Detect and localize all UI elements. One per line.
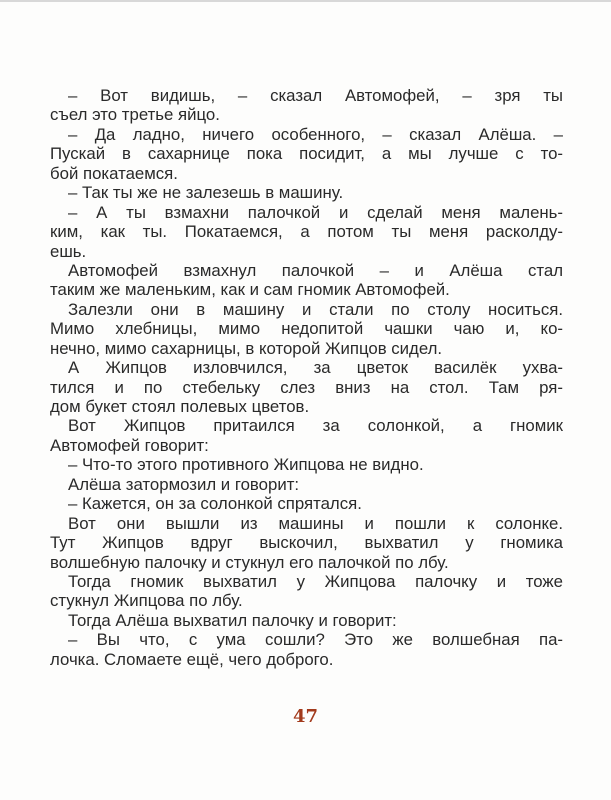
text-line: – А ты взмахни палочкой и сделай меня малень-: [68, 202, 563, 222]
text-line: съел это третье яйцо.: [50, 105, 220, 125]
text-line: Мимо хлебницы, мимо недопитой чашки чаю и, ко-: [50, 319, 563, 339]
text-line: Вот Жипцов притаился за солонкой, а гномик: [68, 416, 563, 436]
text-line: – Кажется, он за солонкой спрятался.: [68, 494, 362, 514]
text-line: – Да ладно, ничего особенного, – сказал Алёша. –: [68, 124, 563, 144]
text-line: Залезли они в машину и стали по столу носиться.: [68, 299, 563, 319]
text-line: дом букет стоял полевых цветов.: [50, 397, 310, 416]
page-top-edge: [0, 0, 611, 2]
text-line: Тут Жипцов вдруг выскочил, выхватил у гномика: [50, 533, 563, 553]
text-line: ким, как ты. Покатаемся, а потом ты меня расколду-: [50, 222, 563, 242]
text-line: таким же маленьким, как и сам гномик Автомофей.: [50, 280, 450, 300]
text-line: – Так ты же не залезешь в машину.: [68, 183, 344, 203]
text-line: Тогда гномик выхватил у Жипцова палочку и тоже: [68, 571, 563, 591]
text-line: стукнул Жипцова по лбу.: [50, 591, 243, 611]
text-line: Пускай в сахарнице пока посидит, а мы лучше с то-: [50, 144, 563, 164]
text-line: ешь.: [50, 241, 87, 261]
text-line: Автомофей взмахнул палочкой – и Алёша стал: [68, 260, 563, 280]
text-line: Алёша затормозил и говорит:: [68, 474, 300, 494]
text-line: лочка. Сломаете ещё, чего доброго.: [50, 649, 334, 669]
text-line: – Вы что, с ума сошли? Это же волшебная па-: [68, 630, 563, 650]
text-line: – Что-то этого противного Жипцова не видно.: [68, 455, 424, 475]
text-line: – Вот видишь, – сказал Автомофей, – зря ты: [68, 86, 563, 105]
story-text: [50, 86, 563, 669]
page-number: 47: [292, 706, 319, 727]
text-line: Автомофей говорит:: [50, 435, 209, 455]
text-line: Вот они вышли из машины и пошли к солонке.: [68, 513, 563, 533]
text-line: бой покатаемся.: [50, 163, 178, 183]
text-line: нечно, мимо сахарницы, в которой Жипцов сидел.: [50, 338, 443, 358]
text-line: волшебную палочку и стукнул его палочкой по лбу.: [50, 552, 449, 572]
text-line: Тогда Алёша выхватил палочку и говорит:: [68, 610, 397, 630]
text-line: тился и по стебельку слез вниз на стол. Там ря-: [50, 377, 563, 397]
text-line: А Жипцов изловчился, за цветок василёк ухва-: [68, 358, 563, 378]
